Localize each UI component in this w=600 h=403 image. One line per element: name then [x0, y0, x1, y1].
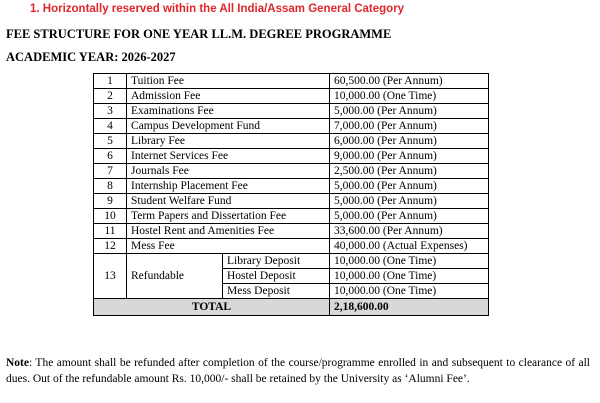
- serial-number: 13: [94, 254, 127, 299]
- fee-item: Library Fee: [127, 134, 330, 149]
- fee-amount: 5,000.00 (Per Annum): [330, 209, 489, 224]
- fee-item: Examinations Fee: [127, 104, 330, 119]
- total-label: TOTAL: [94, 299, 330, 316]
- table-row: [94, 239, 489, 254]
- serial-number: 7: [94, 164, 127, 179]
- serial-number: 9: [94, 194, 127, 209]
- deposit-amount: 10,000.00 (One Time): [330, 284, 489, 299]
- serial-number: 8: [94, 179, 127, 194]
- academic-year: ACADEMIC YEAR: 2026-2027: [6, 50, 176, 64]
- total-amount: 2,18,600.00: [330, 299, 489, 316]
- table-row: [94, 134, 489, 149]
- fee-table: [93, 73, 489, 316]
- fee-amount: 60,500.00 (Per Annum): [330, 74, 489, 89]
- fee-item: Campus Development Fund: [127, 119, 330, 134]
- deposit-item: Library Deposit: [223, 254, 330, 269]
- table-row: [94, 104, 489, 119]
- serial-number: 12: [94, 239, 127, 254]
- refund-note: [6, 356, 590, 387]
- deposit-amount: 10,000.00 (One Time): [330, 254, 489, 269]
- table-row: [94, 224, 489, 239]
- refundable-label: Refundable: [127, 254, 223, 299]
- fee-amount: 7,000.00 (Per Annum): [330, 119, 489, 134]
- serial-number: 4: [94, 119, 127, 134]
- serial-number: 10: [94, 209, 127, 224]
- fee-amount: 5,000.00 (Per Annum): [330, 194, 489, 209]
- fee-amount: 40,000.00 (Actual Expenses): [330, 239, 489, 254]
- table-row: [94, 179, 489, 194]
- table-row: [94, 119, 489, 134]
- table-row: [94, 89, 489, 104]
- table-row: [94, 74, 489, 89]
- deposit-item: Hostel Deposit: [223, 269, 330, 284]
- fee-item: Internet Services Fee: [127, 149, 330, 164]
- fee-amount: 6,000.00 (Per Annum): [330, 134, 489, 149]
- table-row: [94, 209, 489, 224]
- fee-item: Internship Placement Fee: [127, 179, 330, 194]
- fee-item: Term Papers and Dissertation Fee: [127, 209, 330, 224]
- deposit-item: Mess Deposit: [223, 284, 330, 299]
- serial-number: 2: [94, 89, 127, 104]
- table-row: [94, 149, 489, 164]
- deposit-amount: 10,000.00 (One Time): [330, 269, 489, 284]
- fee-item: Mess Fee: [127, 239, 330, 254]
- total-row: [94, 299, 489, 316]
- note-text: : The amount shall be refunded after completion of the course/programme enrolled in and subsequent to clearance of all dues. Out of the refundable amount Rs. 10,000/- shall be retained by the University as ‘Alumni Fee’.: [6, 357, 590, 385]
- note-label: Note: [6, 357, 29, 369]
- table-row: [94, 254, 489, 269]
- category-heading: 1. Horizontally reserved within the All India/Assam General Category: [30, 3, 405, 15]
- serial-number: 1: [94, 74, 127, 89]
- fee-item: Hostel Rent and Amenities Fee: [127, 224, 330, 239]
- serial-number: 11: [94, 224, 127, 239]
- serial-number: 6: [94, 149, 127, 164]
- fee-item: Tuition Fee: [127, 74, 330, 89]
- page-title: FEE STRUCTURE FOR ONE YEAR LL.M. DEGREE PROGRAMME: [6, 27, 392, 41]
- fee-amount: 9,000.00 (Per Annum): [330, 149, 489, 164]
- table-row: [94, 164, 489, 179]
- serial-number: 3: [94, 104, 127, 119]
- fee-amount: 10,000.00 (One Time): [330, 89, 489, 104]
- fee-item: Journals Fee: [127, 164, 330, 179]
- serial-number: 5: [94, 134, 127, 149]
- fee-amount: 2,500.00 (Per Annum): [330, 164, 489, 179]
- fee-amount: 5,000.00 (Per Annum): [330, 179, 489, 194]
- fee-amount: 5,000.00 (Per Annum): [330, 104, 489, 119]
- table-row: [94, 194, 489, 209]
- fee-amount: 33,600.00 (Per Annum): [330, 224, 489, 239]
- fee-item: Admission Fee: [127, 89, 330, 104]
- fee-item: Student Welfare Fund: [127, 194, 330, 209]
